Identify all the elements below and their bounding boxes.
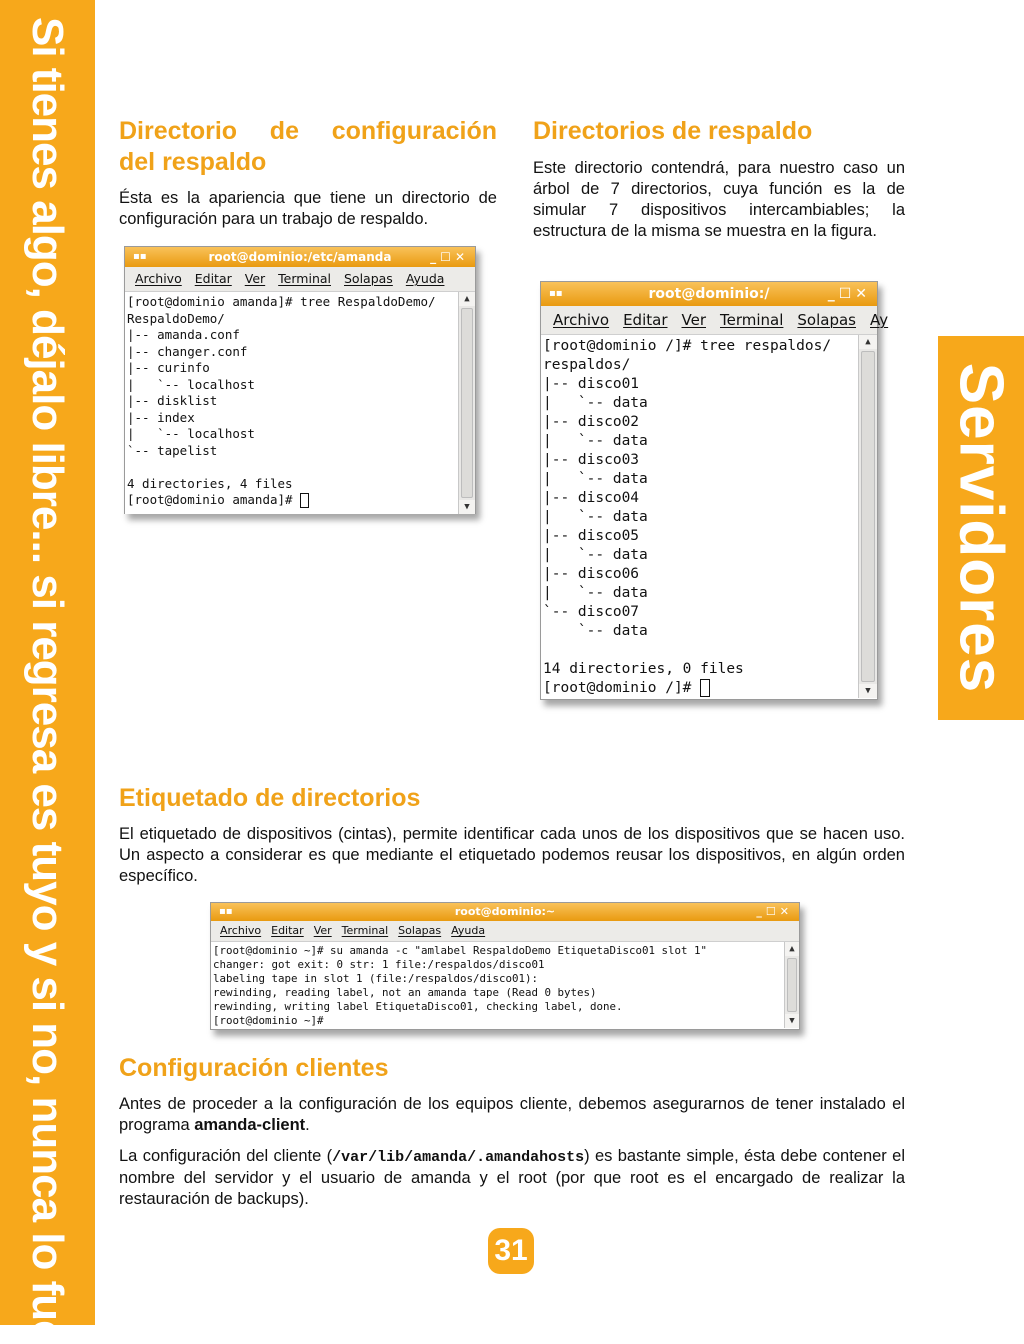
terminal-line: | `-- localhost (127, 376, 255, 392)
terminal-window-amlabel (210, 902, 800, 1030)
para2-end: ) es bastante simple, ésta debe contener el nombre del servidor y el usuario de amanda y el root (por que root es el encargado de realizar la restauración de backups). (119, 1147, 905, 1208)
section4-para2 (119, 1146, 905, 1210)
menu-ayuda[interactable]: Ayuda (451, 924, 486, 937)
terminal-content[interactable] (125, 292, 475, 514)
terminal-titlebar (211, 903, 799, 921)
terminal-line: `-- tapelist (127, 442, 218, 458)
terminal-line: |-- disco05 (543, 528, 640, 544)
terminal-line: changer: got exit: 0 str: 1 file:/respaldos/disco01 (213, 958, 545, 971)
terminal-line: |-- changer.conf (127, 343, 248, 359)
menu-ver[interactable]: Ver (244, 271, 266, 286)
terminal-line: |-- disco01 (543, 376, 640, 392)
minimize-icon[interactable]: _ (756, 905, 766, 918)
side-banner (0, 0, 95, 1344)
terminal-menubar (211, 921, 799, 942)
terminal-line: |-- disklist (127, 393, 218, 408)
menu-archivo[interactable]: Archivo (135, 271, 182, 286)
terminal-line: [root@dominio ~]# su amanda -c "amlabel RespaldoDemo EtiquetaDisco01 slot 1" (213, 944, 708, 957)
terminal-line: [root@dominio amanda]# tree RespaldoDemo/ (127, 294, 436, 309)
terminal-title: root@dominio:/etc/amanda (208, 250, 392, 264)
terminal-output (543, 337, 831, 698)
terminal-line: `-- disco07 (543, 604, 640, 620)
menu-terminal[interactable]: Terminal (720, 311, 784, 329)
text-cursor (700, 679, 710, 696)
menu-terminal[interactable]: Terminal (278, 271, 331, 286)
terminal-title: root@dominio:~ (454, 905, 556, 918)
close-icon[interactable]: ✕ (779, 905, 793, 918)
section3-body: El etiquetado de dispositivos (cintas), permite identificar cada unos de los dispositivos que se hacen uso. Un aspecto a considerar es que mediante el etiquetado podemos reusar los dispositivos, en algún orden específico. (119, 825, 905, 885)
scrollbar[interactable] (784, 942, 799, 1028)
scroll-down-icon[interactable]: ▼ (859, 684, 877, 698)
terminal-line: | `-- data (543, 585, 648, 601)
terminal-line: rewinding, writing label EtiquetaDisco01, checking label, done. (213, 1000, 623, 1013)
menu-archivo[interactable]: Archivo (220, 924, 262, 937)
para1-text: Antes de proceder a la configuración de los equipos cliente, debemos asegurarnos de tener instalado el programa (119, 1095, 905, 1134)
terminal-line: [root@dominio ~]# (213, 1014, 324, 1027)
menu-editar[interactable]: Editar (623, 311, 668, 329)
minimize-icon[interactable]: _ (827, 286, 839, 302)
terminal-title: root@dominio:/ (648, 286, 770, 302)
menu-ayuda[interactable]: Ay (870, 311, 889, 329)
terminal-window-amanda-config (124, 246, 476, 514)
terminal-line: |-- index (127, 409, 195, 425)
terminal-content[interactable] (541, 335, 877, 698)
text-cursor (300, 493, 309, 508)
terminal-line: [root@dominio amanda]# (127, 492, 436, 509)
terminal-line: |-- curinfo (127, 360, 210, 375)
terminal-line: labeling tape in slot 1 (file:/respaldos/disco01): (213, 972, 539, 985)
maximize-icon[interactable]: ☐ (765, 905, 780, 918)
terminal-titlebar (541, 282, 877, 306)
menu-solapas[interactable]: Solapas (797, 311, 856, 329)
minimize-icon[interactable]: _ (430, 250, 441, 264)
section3-heading: Etiquetado de directorios (119, 784, 421, 812)
window-menu-icon[interactable]: ▪▪ (219, 906, 233, 917)
window-controls (828, 282, 871, 306)
terminal-line: | `-- data (543, 509, 648, 525)
menu-ver[interactable]: Ver (681, 311, 706, 329)
section1-heading (119, 116, 497, 178)
window-controls (430, 247, 469, 267)
terminal-line (543, 641, 831, 660)
terminal-line: |-- amanda.conf (127, 327, 240, 342)
terminal-window-respaldos (540, 281, 889, 700)
terminal-line: |-- disco02 (543, 414, 640, 430)
maximize-icon[interactable]: ☐ (440, 250, 455, 264)
section4-heading: Configuración clientes (119, 1054, 389, 1082)
terminal-titlebar (125, 247, 475, 267)
scroll-up-icon[interactable]: ▲ (459, 292, 475, 306)
section4-para1 (119, 1094, 905, 1136)
section-tab (938, 336, 1024, 720)
scroll-down-icon[interactable]: ▼ (459, 500, 475, 514)
close-icon[interactable]: ✕ (454, 250, 469, 264)
terminal-line: | `-- data (543, 395, 648, 411)
menu-ver[interactable]: Ver (313, 924, 332, 937)
section-tab-text: Servidores (946, 362, 1016, 694)
window-controls (756, 903, 793, 921)
terminal-line: respaldos/ (543, 357, 631, 373)
menu-terminal[interactable]: Terminal (341, 924, 389, 937)
menu-editar[interactable]: Editar (271, 924, 304, 937)
scrollbar[interactable] (858, 335, 877, 698)
scroll-up-icon[interactable]: ▲ (859, 335, 877, 349)
terminal-menubar (541, 306, 889, 335)
scrollbar[interactable] (458, 292, 475, 514)
window-menu-icon[interactable]: ▪▪ (549, 288, 563, 299)
terminal-output (213, 944, 707, 1028)
terminal-content[interactable] (211, 942, 799, 1028)
section1-heading-line1: Directorio de configuración (119, 117, 497, 145)
page-number: 31 (488, 1228, 534, 1274)
menu-solapas[interactable]: Solapas (344, 271, 393, 286)
window-menu-icon[interactable]: ▪▪ (133, 251, 147, 262)
section1-heading-line2: del respaldo (119, 148, 267, 176)
menu-ayuda[interactable]: Ayuda (405, 271, 445, 286)
program-name: amanda-client (194, 1116, 306, 1134)
scroll-up-icon[interactable]: ▲ (785, 942, 799, 956)
terminal-line: RespaldoDemo/ (127, 310, 225, 326)
terminal-output (127, 294, 436, 509)
para2-text: La configuración del cliente ( (119, 1147, 333, 1165)
terminal-line: 4 directories, 4 files (127, 475, 293, 491)
terminal-line: 14 directories, 0 files (543, 661, 744, 677)
section2-body: Este directorio contendrá, para nuestro caso un árbol de 7 directorios, cuya función es la de simular 7 dispositivos intercambiables; la estructura de la misma se muestra en la figura. (533, 159, 905, 240)
menu-solapas[interactable]: Solapas (398, 924, 442, 937)
scroll-thumb[interactable] (787, 958, 797, 1012)
close-icon[interactable]: ✕ (855, 286, 871, 302)
terminal-line: [root@dominio /]# tree respaldos/ (543, 338, 832, 354)
terminal-line: | `-- data (543, 547, 648, 563)
terminal-line: | `-- data (543, 433, 648, 449)
section1-body: Ésta es la apariencia que tiene un directorio de configuración para un trabajo de respaldo. (119, 189, 497, 228)
terminal-line: |-- disco04 (543, 490, 640, 506)
terminal-line: |-- disco06 (543, 566, 640, 582)
terminal-menubar (125, 267, 475, 292)
menu-archivo[interactable]: Archivo (553, 311, 610, 329)
scroll-thumb[interactable] (461, 308, 473, 498)
amandahosts-path: /var/lib/amanda/.amandahosts (332, 1149, 585, 1166)
section2-heading: Directorios de respaldo (533, 117, 813, 145)
terminal-line: | `-- data (543, 471, 648, 487)
terminal-line (127, 459, 436, 476)
para1-end: . (305, 1116, 310, 1134)
terminal-line: | `-- localhost (127, 426, 255, 441)
side-banner-text: Si tienes algo, déjalo libre... si regresa es tuyo y si no, nunca lo fué (23, 17, 72, 1344)
terminal-line: rewinding, reading label, not an amanda tape (Read 0 bytes) (213, 986, 597, 999)
maximize-icon[interactable]: ☐ (838, 286, 856, 302)
menu-editar[interactable]: Editar (194, 271, 232, 286)
terminal-line: |-- disco03 (543, 452, 640, 468)
terminal-line: [root@dominio /]# (543, 679, 831, 698)
scroll-down-icon[interactable]: ▼ (785, 1014, 799, 1028)
scroll-thumb[interactable] (861, 351, 875, 682)
terminal-line: `-- data (543, 623, 648, 639)
